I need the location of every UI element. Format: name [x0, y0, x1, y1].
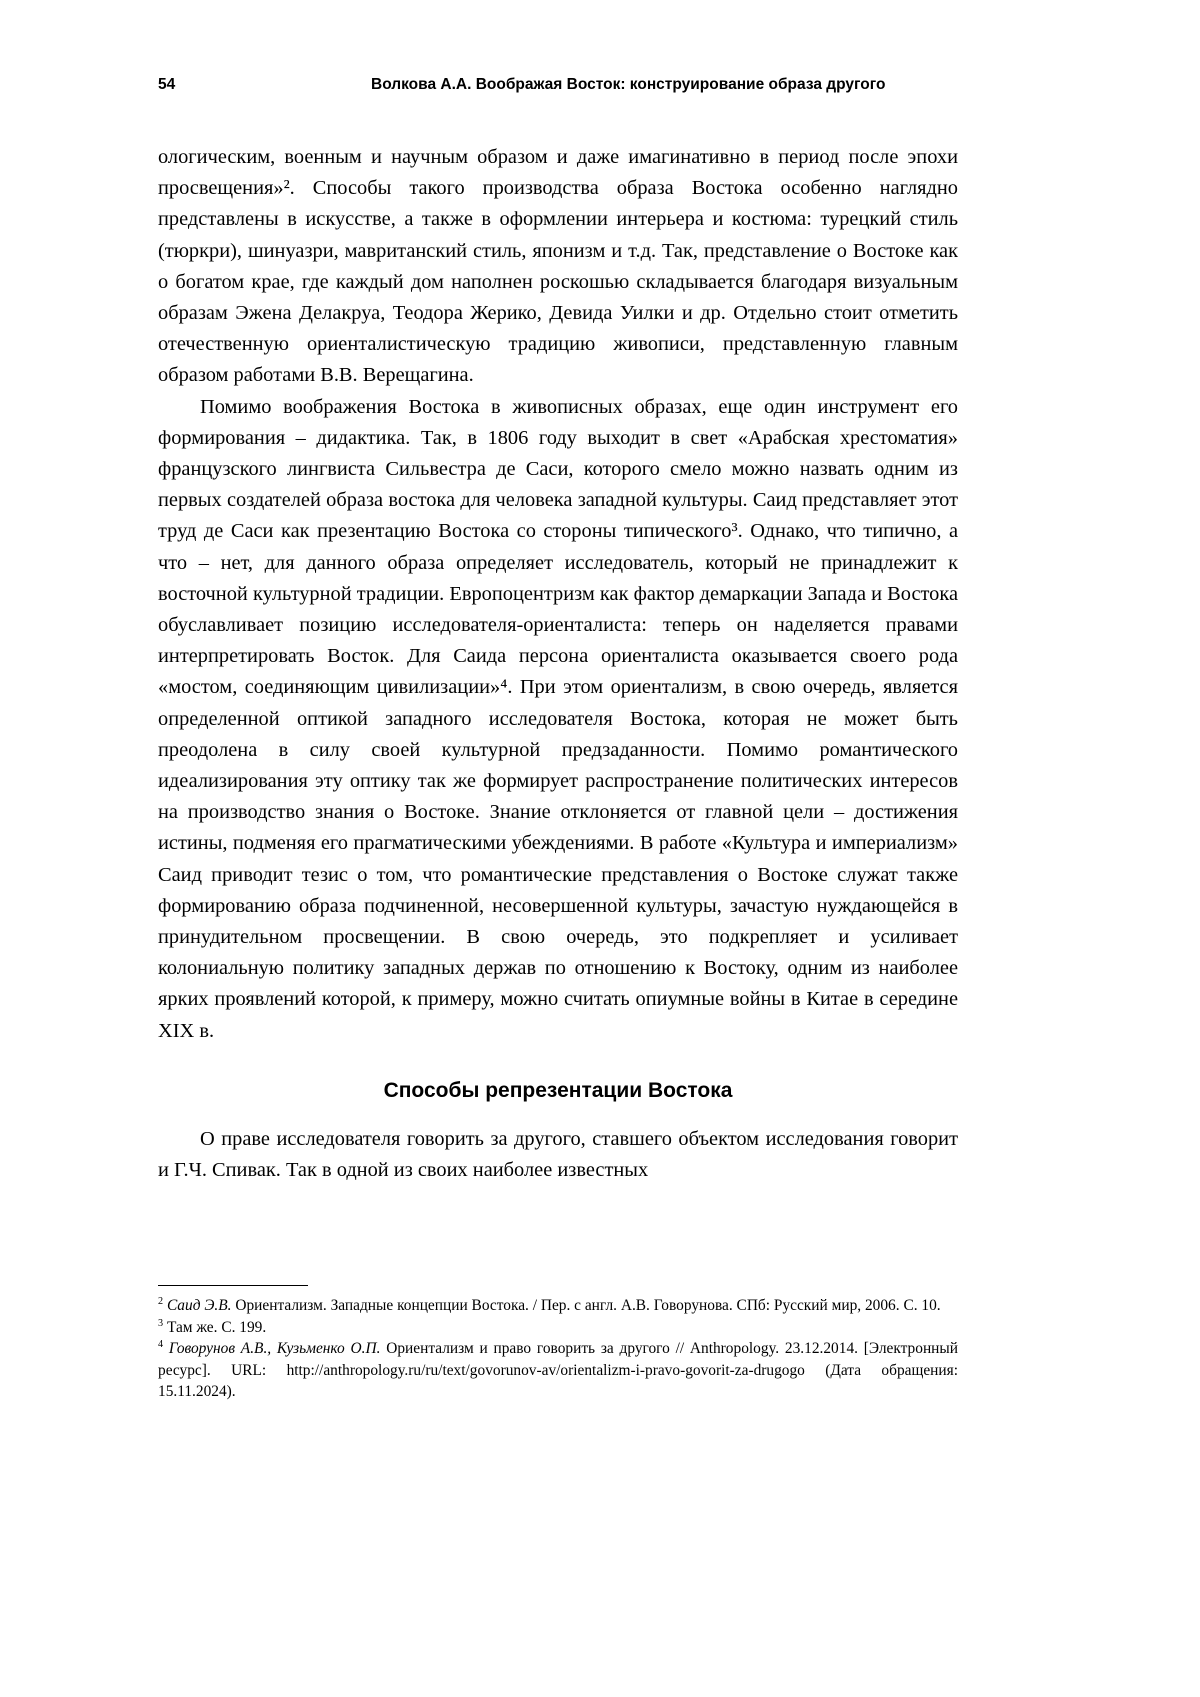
section-heading: Способы репрезентации Востока [383, 1078, 733, 1102]
paragraph-1: ологическим, военным и научным образом и даже имагинативно в период после эпохи просвещения»². Способы такого производства образа Востока особенно наглядно представлены в искусстве, а также в оформлении интерьера и костюма: турецкий стиль (тюркри), шинуазри, мавританский стиль, японизм и т.д. Так, представление о Востоке как о богатом крае, где каждый дом наполнен роскошью складывается благодаря визуальным образам Эжена Делакруа, Теодора Жерико, Девида Уилки и др. Отдельно стоит отметить отечественную ориенталистическую традицию живописи, представленную главным образом работами В.В. Верещагина. [158, 146, 958, 387]
footnote-marker: 3 [158, 1317, 164, 1329]
footnote-separator-rule [158, 1285, 308, 1286]
footnote-item [158, 1317, 958, 1339]
footnote-area [158, 1285, 958, 1403]
paragraph-3: О праве исследователя говорить за другого, ставшего объектом исследования говорит и Г.Ч. Спивак. Так в одной из своих наиболее известных [158, 1127, 958, 1182]
footnote-item [158, 1338, 958, 1403]
paragraph-2: Помимо воображения Востока в живописных образах, еще один инструмент его формирования – дидактика. Так, в 1806 году выходит в свет «Арабская хрестоматия» французского лингвиста Сильвестра де Саси, которого смело можно назвать одним из первых создателей образа востока для человека западной культуры. Саид представляет этот труд де Саси как презентацию Востока со стороны типического³. Однако, что типично, а что – нет, для данного образа определяет исследователь, который не принадлежит к восточной культурной традиции. Европоцентризм как фактор демаркации Запада и Востока обуславливает позицию исследователя-ориенталиста: теперь он наделяется правами интерпретировать Восток. Для Саида персона ориенталиста оказывается своего рода «мостом, соединяющим цивилизации»⁴. При этом ориентализм, в свою очередь, является определенной оптикой западного исследователя Востока, которая не может быть преодолена в силу своей культурной предзаданности. Помимо романтического идеализирования эту оптику так же формирует распространение политических интересов на производство знания о Востоке. Знание отклоняется от главной цели – достижения истины, подменяя его прагматическими убеждениями. В работе «Культура и империализм» Саид приводит тезис о том, что романтические представления о Востоке служат также формированию образа подчиненной, несовершенной культуры, зачастую нуждающейся в принудительном просвещении. В свою очередь, это подкрепляет и усиливает колониальную политику западных держав по отношению к Востоку, одним из наиболее ярких проявлений которой, к примеру, можно считать опиумные войны в Китае в середине XIX в. [158, 395, 958, 1042]
footnote-text: Там же. С. 199. [166, 1318, 267, 1336]
page-number: 54 [158, 76, 176, 93]
running-head-title: Волкова А.А. Воображая Восток: конструирование образа другого [371, 76, 886, 93]
footnote-marker: 2 [158, 1295, 164, 1307]
footnote-marker: 4 [158, 1338, 164, 1350]
footnote-text: Ориентализм. Западные концепции Востока. / Пер. с англ. А.В. Говорунова. СПб: Русский мир, 2006. С. 10. [231, 1297, 941, 1314]
footnote-text: Ориентализм и право говорить за другого // Anthropology. 23.12.2014. [Электронный ресурс]. URL: http://anthropology.ru/ru/text/govorunov-av/orientalizm-i-pravo-govorit-za-drugogo (Дата обращения: 15.11.2024). [158, 1340, 958, 1400]
footnote-author: Говорунов А.В., Кузьменко О.П. [168, 1340, 381, 1357]
footnote-author: Саид Э.В. [166, 1297, 232, 1314]
running-head [158, 74, 958, 96]
footnote-item [158, 1295, 958, 1317]
body-text [158, 142, 958, 1186]
